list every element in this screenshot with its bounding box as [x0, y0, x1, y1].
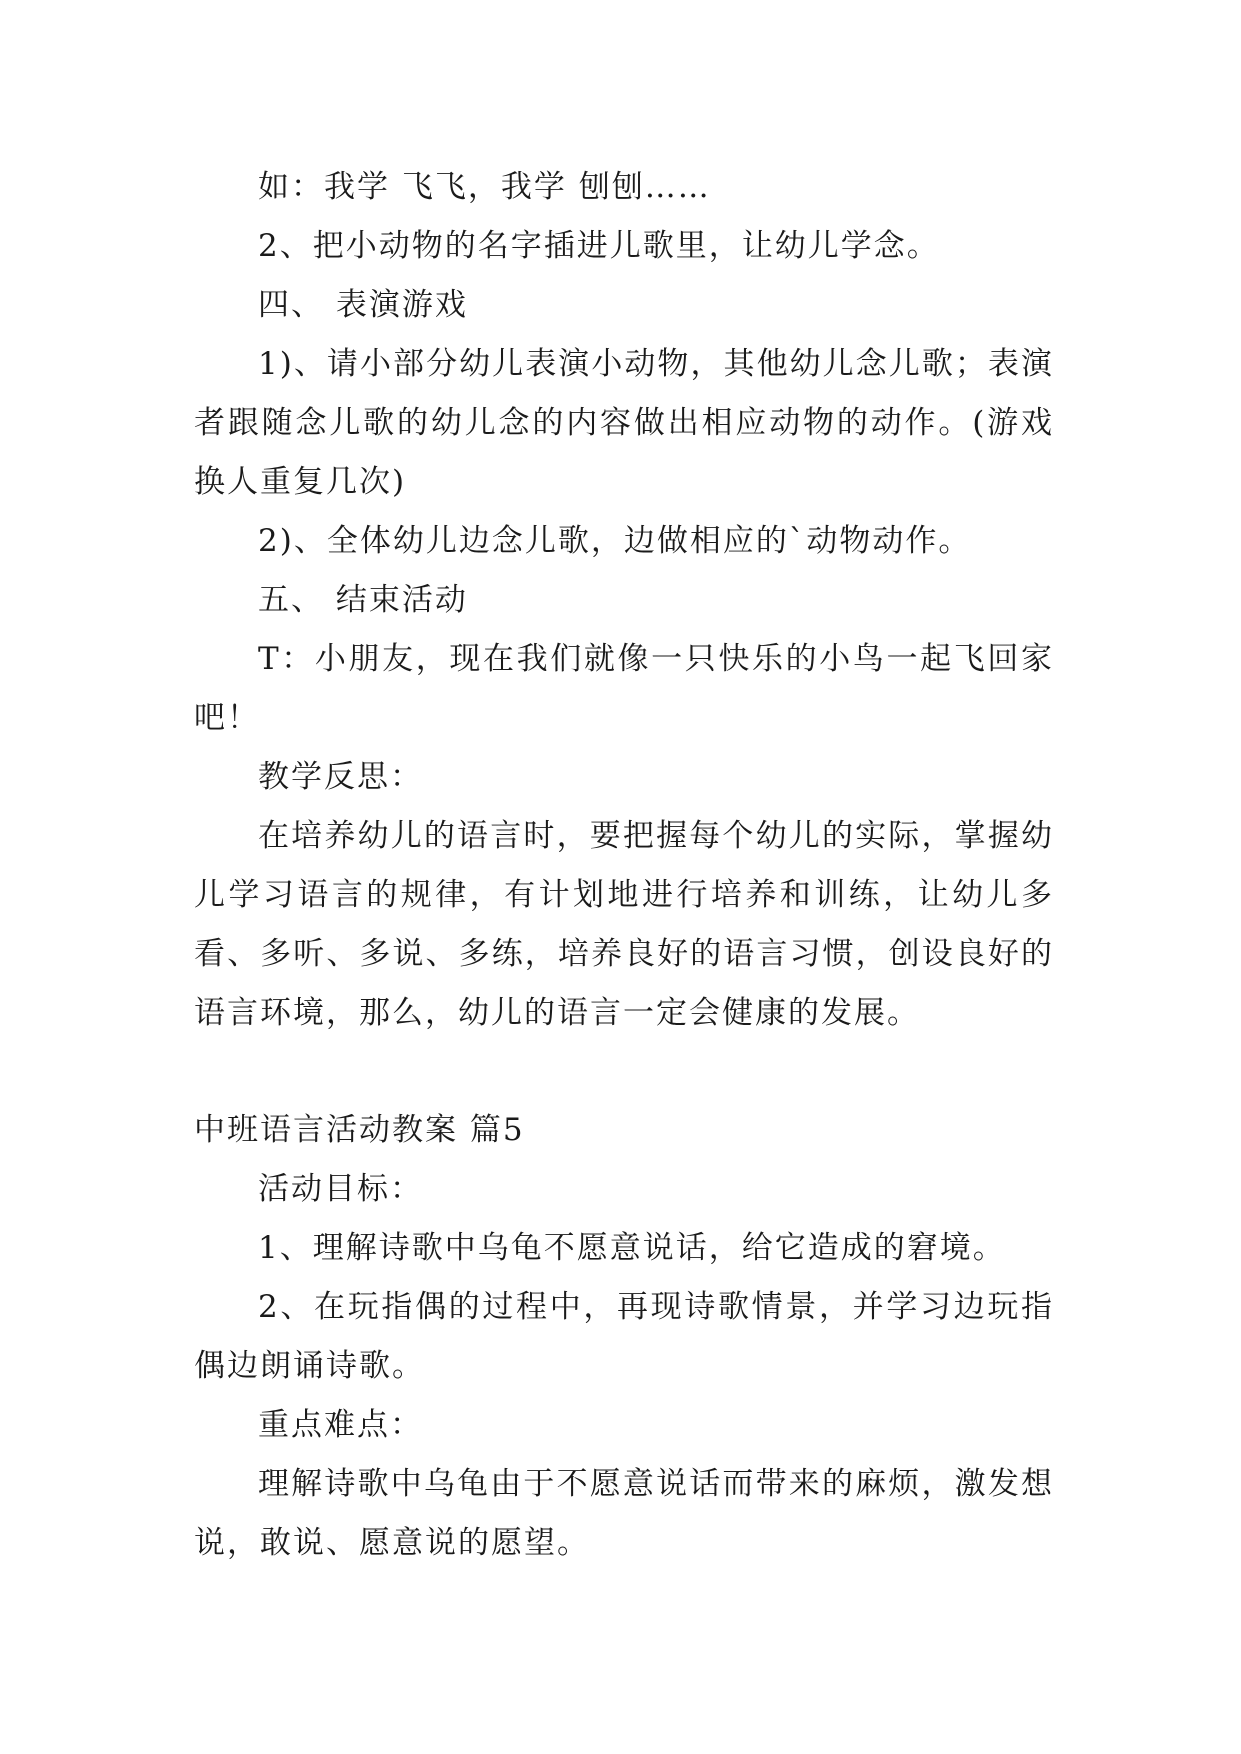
paragraph-example: 如：我学 飞飞，我学 刨刨……	[258, 169, 711, 205]
section-title: 中班语言活动教案 篇5	[194, 1112, 525, 1148]
paragraph-goal-1: 1、理解诗歌中乌龟不愿意说话，给它造成的窘境。	[258, 1230, 1006, 1266]
paragraph-key-difficulties: 理解诗歌中乌龟由于不愿意说话而带来的麻烦，激发想说，敢说、愿意说的愿望。	[194, 1466, 1054, 1561]
heading-end-activity: 五、 结束活动	[258, 582, 468, 618]
heading-activity-goals: 活动目标：	[258, 1171, 423, 1207]
heading-key-difficulties: 重点难点：	[258, 1407, 423, 1443]
paragraph-reflection: 在培养幼儿的语言时，要把握每个幼儿的实际，掌握幼儿学习语言的规律，有计划地进行培养和训练，让幼儿多看、多听、多说、多练，培养良好的语言习惯，创设良好的语言环境，那么，幼儿的语言一定会健康的发展。	[194, 818, 1054, 1031]
heading-teaching-reflection: 教学反思：	[258, 759, 423, 795]
heading-performance-game: 四、 表演游戏	[258, 287, 468, 323]
paragraph-performance-1: 1)、请小部分幼儿表演小动物，其他幼儿念儿歌；表演者跟随念儿歌的幼儿念的内容做出相应动物的动作。(游戏换人重复几次)	[194, 346, 1054, 500]
paragraph-goal-2: 2、在玩指偶的过程中，再现诗歌情景，并学习边玩指偶边朗诵诗歌。	[194, 1289, 1054, 1384]
paragraph-closing: T：小朋友，现在我们就像一只快乐的小鸟一起飞回家吧！	[194, 641, 1054, 736]
paragraph-step-2: 2、把小动物的名字插进儿歌里，让幼儿学念。	[258, 228, 940, 264]
paragraph-performance-2: 2)、全体幼儿边念儿歌，边做相应的`动物动作。	[258, 523, 972, 559]
document-body	[194, 158, 1054, 1573]
